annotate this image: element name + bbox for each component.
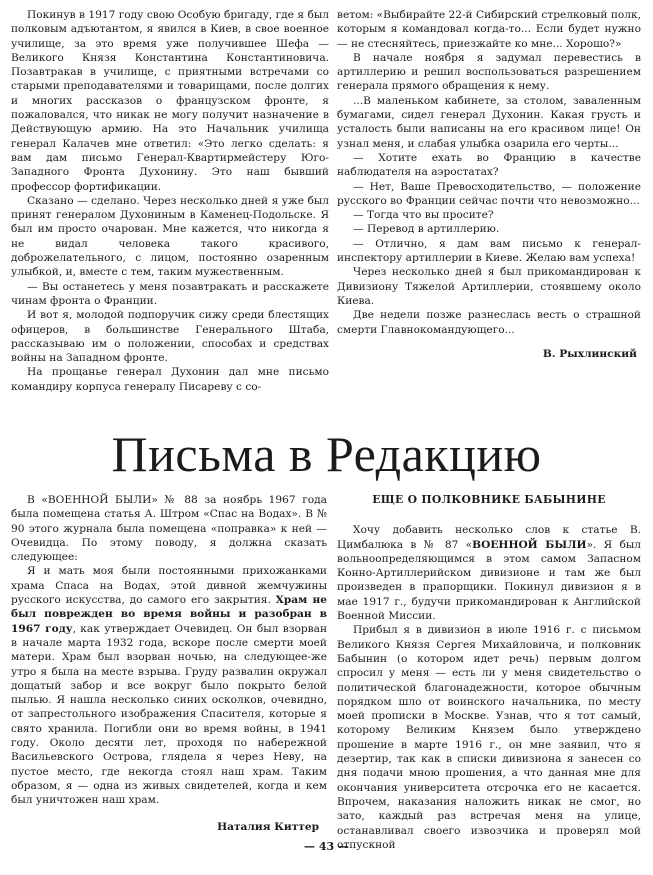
letter-text: ». Я был вольноопределяющимся в этом самом Запасном Конно-Артиллерийском дивизионе и там же был произведен в прапорщики. Покинул дивизион я в мае 1917 г., будучи прикомандирован к Английской Военной Миссии.	[337, 538, 641, 623]
letter-author-signature: Наталия Киттер	[217, 820, 319, 833]
memoir-paragraph: На прощанье генерал Духонин дал мне письмо командиру корпуса генералу Писареву с со-	[11, 366, 329, 393]
memoir-author-signature: В. Рыхлинский	[542, 347, 637, 360]
memoir-paragraph: — Отлично, я дам вам письмо к генерал-инспектору артиллерии в Киеве. Желаю вам успеха!	[337, 237, 641, 265]
section-heading: Письма в Редакцию	[111, 426, 542, 482]
memoir-paragraph: — Нет, Ваше Превосходительство, — положение русского во Франции сейчас почти что невозможно...	[337, 180, 641, 207]
letter-paragraph: Прибыл я в дивизион в июле 1916 г. с письмом Великого Князя Сергея Михайловича, и полковник Бабынин (о котором идет речь) первым долгом спросил у меня — есть ли у меня свидетельство о политической благонадежности, которое обычным порядком шло от воинского начальника, по месту моей прописки в Москве. Узнав, что я тот самый, которому Великим Князем было утверждено прошение в марте 1916 г., он мне заявил, что я дезертир, так как в списки дивизиона я занесен со дня подачи мною прошения, а что данная мне для окончания университета отсрочка его не касается. Впрочем, наказания наложить никак не смог, но зато, каждый раз встречая меня на улице, останавливал своего извозчика и проверял мой отпускной	[337, 624, 641, 851]
letter-column-left	[11, 493, 327, 834]
memoir-paragraph: Две недели позже разнеслась весть о страшной смерти Главнокомандующего...	[337, 309, 641, 336]
memoir-column-left	[11, 8, 329, 394]
letter-paragraph	[11, 564, 327, 807]
letter-text: , как утверждает Очевидец. Он был взорван в начале марта 1932 года, вскоре после смерти моей матери. Храм был взорван ночью, на следующее-же утро я была на месте взрыва. Груду развалин окружал дощатый забор и все вокруг было покрыто белой пылью. Я нашла несколько синих осколков, очевидно, от запрестольного изображения Спасителя, которые я свято хранила. Погибли они во время войны, в 1941 году. Около десяти лет, проходя по набережной Васильевского Острова, глядела я через Неву, на пустое место, где некогда стоял наш храм. Таким образом, я — одна из живых свидетелей, когда и кем был уничтожен наш храм.	[11, 622, 328, 807]
letter-emphasis: Храм не был поврежден во время войны и разобран в 1967 году	[11, 594, 327, 635]
magazine-title-emphasis: ВОЕННОЙ БЫЛИ	[472, 538, 587, 551]
memoir-paragraph: Сказано — сделано. Через несколько дней я уже был принят генералом Духониным в Каменец-Подольске. Я был им просто очарован. Мне кажется, что никогда я не видал человека такого красивого, доброжелательного, с лицом, постоянно озаренным улыбкой, и, вместе с тем, таким мужественным.	[11, 194, 329, 279]
letter-subheading: ЕЩЕ О ПОЛКОВНИКЕ БАБЫНИНЕ	[372, 493, 606, 506]
letter-text: Хочу добавить несколько слов к статье В. Цимбалюка в № 87 «	[337, 524, 641, 551]
memoir-paragraph: ...В маленьком кабинете, за столом, заваленным бумагами, сидел генерал Духонин. Какая грусть и усталость были написаны на его красивом лице! Он узнал меня, и слабая улыбка озарила его черты...	[337, 94, 641, 150]
letter-paragraph: В «ВОЕННОЙ БЫЛИ» № 88 за ноябрь 1967 года была помещена статья А. Штром «Спас на Водах». В № 90 этого журнала была помещена «поправка» к ней — Очевидца. По этому поводу, я должна сказать следующее:	[11, 494, 327, 564]
letter-column-right	[337, 493, 641, 852]
memoir-paragraph: — Тогда что вы просите?	[353, 209, 494, 222]
page-number: — 43 —	[304, 840, 349, 853]
memoir-paragraph: В начале ноября я задумал перевестись в артиллерию и решил воспользоваться разрешением генерала прямого обращения к нему.	[337, 51, 641, 93]
memoir-paragraph: Покинув в 1917 году свою Особую бригаду, где я был полковым адъютантом, я явился в Киев, в свое военное училище, за это время уже получившее Шефа — Великого Князя Константина Константиновича. Позавтракав в училище, с приятными встречами со старыми преподавателями и товарищами, после долгих и многих рассказов о французском фронте, я пожаловался, что никак не могу получит назначение в Действующую армию. На это Начальник училища генерал Калачев мне ответил: «Это легко сделать: я вам дам письмо Генерал-Квартирмейстеру Юго-Западного Фронта Духонину. Это наш бывший профессор фортификации.	[11, 9, 329, 193]
memoir-paragraph: И вот я, молодой подпоручик сижу среди блестящих офицеров, в большинстве Генерального Штаба, рассказываю им о положении, способах и средствах войны на Западном фронте.	[11, 309, 329, 365]
memoir-paragraph: — Хотите ехать во Францию в качестве наблюдателя на аэростатах?	[337, 151, 641, 179]
memoir-paragraph: — Вы останетесь у меня позавтракать и расскажете чинам фронта о Франции.	[11, 280, 329, 307]
memoir-paragraph: ветом: «Выбирайте 22-й Сибирский стрелковый полк, которым я командовал когда-то... Если будет нужно — не стесняйтесь, приезжайте ко мне... Хорошо?»	[337, 9, 641, 50]
memoir-paragraph: Через несколько дней я был прикомандирован к Дивизиону Тяжелой Артиллерии, стоявшему около Киева.	[337, 266, 641, 307]
letter-paragraph	[337, 523, 641, 623]
memoir-paragraph: — Перевод в артиллерию.	[353, 223, 500, 236]
memoir-column-right	[337, 8, 641, 361]
letter-text: Я и мать моя были постоянными прихожанками храма Спаса на Водах, этой дивной жемчужины русского искусства, до самого его закрытия.	[11, 565, 327, 607]
